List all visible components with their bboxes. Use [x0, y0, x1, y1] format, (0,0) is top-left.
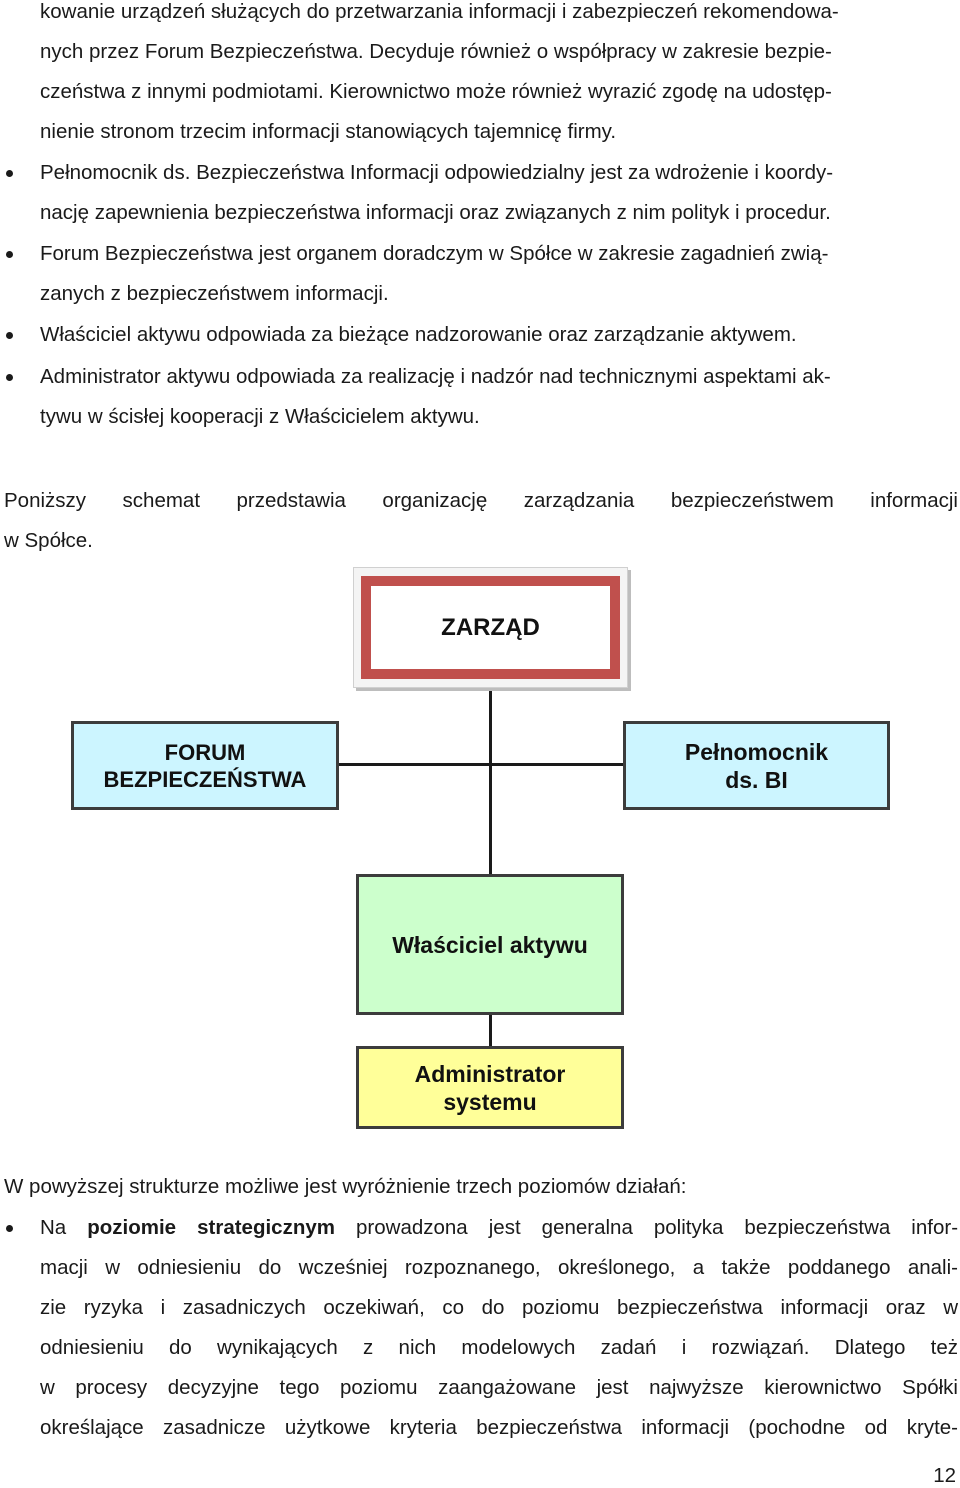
- forum-box: [71, 721, 339, 810]
- connector-horizontal: [339, 763, 624, 766]
- pelnomocnik-label-line1: Pełnomocnik: [684, 738, 829, 765]
- strategic-line: w procesy decyzyjne tego poziomu zaangażowane jest najwyższe kierownictwo Spółki: [40, 1376, 958, 1399]
- bullet-text: Administrator aktywu odpowiada za realizację i nadzór nad technicznymi aspektami ak-: [40, 365, 831, 388]
- levels-intro: W powyższej strukturze możliwe jest wyróżnienie trzech poziomów działań:: [4, 1175, 687, 1198]
- strategic-line: zie ryzyka i zasadniczych oczekiwań, co do poziomu bezpieczeństwa informacji oraz w: [40, 1296, 958, 1319]
- strategic-line-1: Na poziomie strategicznym prowadzona jest generalna polityka bezpieczeństwa infor-: [40, 1216, 959, 1239]
- strategic-line: odniesieniu do wynikających z nich modelowych zadań i rozwiązań. Dlatego też: [40, 1336, 958, 1359]
- intro-line: nienie stronom trzecim informacji stanowiących tajemnicę firmy.: [40, 120, 617, 143]
- bullet-text: Pełnomocnik ds. Bezpieczeństwa Informacji odpowiedzialny jest za wdrożenie i koordy-: [40, 161, 834, 184]
- bullet-text: Forum Bezpieczeństwa jest organem doradczym w Spółce w zakresie zagadnień zwią-: [40, 242, 829, 265]
- bullet-text: nację zapewnienia bezpieczeństwa informacji oraz związanych z nim polityk i procedur.: [40, 201, 831, 224]
- bullet-text: Właściciel aktywu odpowiada za bieżące nadzorowanie oraz zarządzanie aktywem.: [40, 323, 797, 346]
- bullet-icon: [6, 374, 13, 381]
- page-number: 12: [933, 1464, 956, 1487]
- administrator-box: [356, 1046, 624, 1129]
- pelnomocnik-box: [623, 721, 890, 810]
- bullet-icon: [6, 251, 13, 258]
- administrator-label-line1: Administrator: [414, 1060, 566, 1087]
- bullet-icon: [6, 332, 13, 339]
- bullet-icon: [6, 170, 13, 177]
- zarzad-red-frame: [361, 576, 620, 679]
- schema-intro-line: w Spółce.: [4, 529, 93, 552]
- forum-label-line2: BEZPIECZEŃSTWA: [103, 766, 307, 792]
- wlasciciel-box: Właściciel aktywu: [356, 874, 624, 1015]
- bullet-text: tywu w ścisłej kooperacji z Właścicielem aktywu.: [40, 405, 480, 428]
- intro-line: czeństwa z innymi podmiotami. Kierownictwo może również wyrazić zgodę na udostęp-: [40, 80, 832, 103]
- schema-intro-line: Poniższy schemat przedstawia organizację zarządzania bezpieczeństwem informacji: [4, 489, 958, 512]
- strategic-line: określające zasadnicze użytkowe kryteria bezpieczeństwa informacji (pochodne od kryte-: [40, 1416, 958, 1439]
- bullet-text: zanych z bezpieczeństwem informacji.: [40, 282, 389, 305]
- intro-line: kowanie urządzeń służących do przetwarzania informacji i zabezpieczeń rekomendowa-: [40, 0, 839, 23]
- forum-label-line1: FORUM: [164, 739, 246, 765]
- administrator-label-line2: systemu: [443, 1088, 537, 1115]
- intro-line: nych przez Forum Bezpieczeństwa. Decyduje również o współpracy w zakresie bezpie-: [40, 40, 832, 63]
- bullet-icon: [6, 1225, 13, 1232]
- zarzad-outer-frame: [353, 567, 628, 688]
- pelnomocnik-label-line2: ds. BI: [725, 766, 788, 793]
- strategic-bold: poziomie strategicznym: [87, 1216, 335, 1239]
- strategic-line: macji w odniesieniu do wcześniej rozpoznanego, określonego, a także poddanego anali-: [40, 1256, 958, 1279]
- zarzad-box: ZARZĄD: [371, 586, 610, 669]
